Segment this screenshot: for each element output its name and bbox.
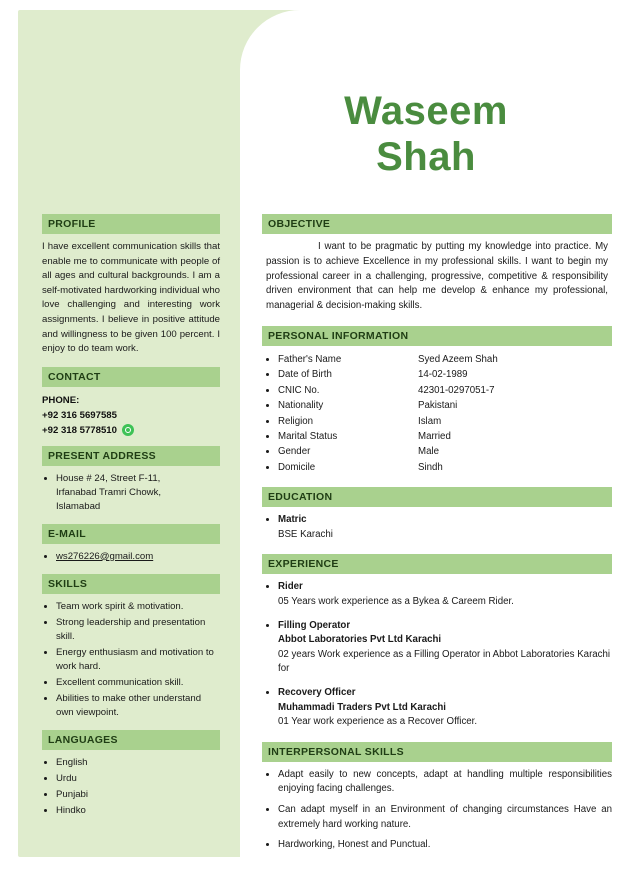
- experience-org: Muhammadi Traders Pvt Ltd Karachi: [278, 701, 446, 713]
- list-item: [278, 686, 612, 730]
- list-item: • Hindko: [56, 804, 220, 818]
- pi-label: • Domicile: [278, 461, 316, 473]
- pi-label: • Nationality: [278, 400, 324, 412]
- experience-desc: 01 Year work experience as a Recover Officer.: [278, 716, 478, 728]
- present-address-list: [42, 472, 220, 514]
- page-title: [250, 88, 602, 180]
- table-row: [278, 414, 612, 429]
- whatsapp-icon: [122, 424, 134, 436]
- table-row: [278, 429, 612, 444]
- experience-desc: 02 years Work experience as a Filling Operator in Abbot Laboratories Karachi for: [278, 648, 611, 675]
- objective-body: I want to be pragmatic by putting my knowledge into practice. My passion is to achieve Excellence in my professional skills. I want to begin my professional career in a challenging, progressive, competitive & responsibility driven environment that can help me develop & enhance my professional, managerial & decision-making skills.: [266, 241, 608, 312]
- pi-label: • Date of Birth: [278, 369, 332, 381]
- list-item: • Can adapt myself in an Environment of changing circumstances Have an extremely hard working nature.: [278, 803, 612, 832]
- experience-title: Rider: [278, 581, 303, 593]
- pi-value: 42301-0297051-7: [418, 384, 495, 396]
- experience-title: Recovery Officer: [278, 686, 356, 698]
- list-item: • Team work spirit & motivation.: [56, 600, 220, 614]
- experience-org: Abbot Laboratories Pvt Ltd Karachi: [278, 634, 442, 646]
- table-row: [278, 352, 612, 367]
- interpersonal-skills-list: [262, 768, 612, 853]
- education-degree: Matric: [278, 514, 307, 526]
- pi-value: Sindh: [418, 461, 443, 473]
- pi-label: • Father's Name: [278, 353, 342, 365]
- pi-label: • Religion: [278, 415, 314, 427]
- pi-value: Pakistani: [418, 400, 458, 412]
- section-heading-experience: EXPERIENCE: [262, 554, 612, 574]
- address-line-1: House # 24, Street F-11,: [56, 472, 161, 484]
- list-item: • English: [56, 756, 220, 770]
- pi-value: Syed Azeem Shah: [418, 353, 498, 365]
- pi-value: Male: [418, 446, 439, 458]
- phone-secondary-row: [42, 423, 220, 438]
- list-item: • Hardworking, Honest and Punctual.: [278, 838, 612, 853]
- address-line-3: Islamabad: [56, 500, 101, 512]
- list-item: • Adapt easily to new concepts, adapt at handling multiple responsibilities enjoying facing challenges.: [278, 768, 612, 797]
- section-heading-personal-information: PERSONAL INFORMATION: [262, 326, 612, 346]
- education-list: [262, 513, 612, 542]
- list-item: [56, 472, 220, 514]
- list-item: • Energy enthusiasm and motivation to work hard.: [56, 646, 220, 674]
- list-item: • Abilities to make other understand own viewpoint.: [56, 692, 220, 720]
- section-heading-education: EDUCATION: [262, 487, 612, 507]
- section-heading-present-address: PRESENT ADDRESS: [42, 446, 220, 466]
- section-heading-profile: PROFILE: [42, 214, 220, 234]
- list-item: [278, 513, 612, 542]
- pi-value: Married: [418, 431, 451, 443]
- table-row: [278, 383, 612, 398]
- pi-value: 14-02-1989: [418, 369, 468, 381]
- email-link[interactable]: ws276226@gmail.com: [56, 550, 154, 562]
- list-item: [56, 550, 220, 564]
- left-sidebar: [42, 214, 220, 828]
- list-item: • Urdu: [56, 772, 220, 786]
- main-content: [262, 214, 612, 865]
- section-heading-interpersonal-skills: INTERPERSONAL SKILLS: [262, 742, 612, 762]
- list-item: [278, 619, 612, 677]
- section-heading-languages: LANGUAGES: [42, 730, 220, 750]
- section-heading-email: E-MAIL: [42, 524, 220, 544]
- experience-list: [262, 580, 612, 729]
- contact-block: [42, 393, 220, 438]
- list-item: • Excellent communication skill.: [56, 676, 220, 690]
- personal-information-list: [262, 352, 612, 475]
- phone-secondary: +92 318 5778510: [42, 424, 117, 436]
- first-name: Waseem: [344, 89, 508, 133]
- phone-label: PHONE:: [42, 394, 80, 406]
- pi-value: Islam: [418, 415, 442, 427]
- pi-label: • Gender: [278, 446, 311, 458]
- table-row: [278, 444, 612, 459]
- phone-primary: +92 316 5697585: [42, 409, 117, 421]
- languages-list: [42, 756, 220, 818]
- section-heading-skills: SKILLS: [42, 574, 220, 594]
- list-item: • Strong leadership and presentation skill.: [56, 616, 220, 644]
- table-row: [278, 460, 612, 475]
- objective-text: [266, 240, 608, 314]
- section-heading-objective: OBJECTIVE: [262, 214, 612, 234]
- list-item: [278, 580, 612, 609]
- pi-label: • Marital Status: [278, 431, 338, 443]
- section-heading-contact: CONTACT: [42, 367, 220, 387]
- list-item: • Punjabi: [56, 788, 220, 802]
- pi-label: • CNIC No.: [278, 384, 320, 396]
- last-name: Shah: [376, 135, 476, 179]
- address-line-2: Irfanabad Tramri Chowk,: [56, 486, 162, 498]
- skills-list: [42, 600, 220, 720]
- experience-title: Filling Operator: [278, 619, 351, 631]
- profile-text: I have excellent communication skills that enable me to communicate with people of all ages and cultural backgrounds. I am a self-motivated hardworking individual who love challenging and interesting work assignments. I believe in positive attitude and willingness to be given 100 percent. I enjoy to do team work.: [42, 241, 220, 355]
- table-row: [278, 367, 612, 382]
- email-list: [42, 550, 220, 564]
- education-board: BSE Karachi: [278, 528, 333, 540]
- experience-desc: 05 Years work experience as a Bykea & Careem Rider.: [278, 596, 514, 608]
- table-row: [278, 398, 612, 413]
